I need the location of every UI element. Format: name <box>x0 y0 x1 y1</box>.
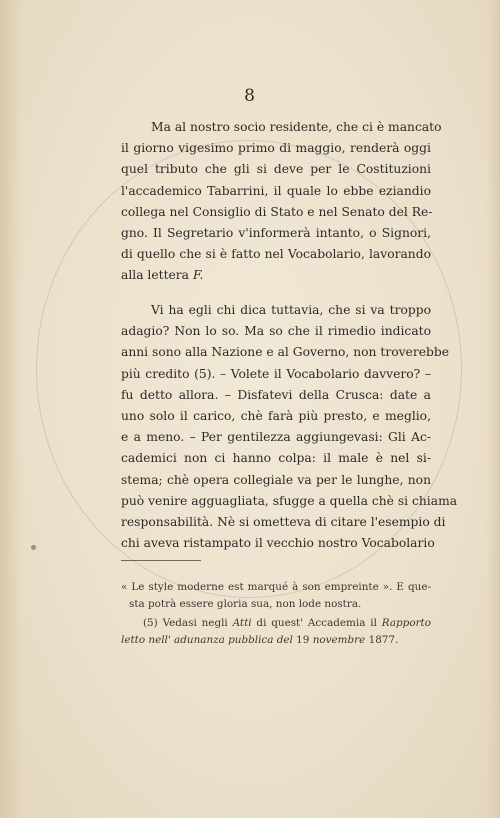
paragraph-line: Ma al nostro socio residente, che ci è mancato <box>151 120 442 134</box>
paragraph-line: Vi ha egli chi dica tuttavia, che si va troppo <box>151 303 431 317</box>
paragraph-last-line <box>121 265 431 286</box>
letter-f: F. <box>192 268 204 283</box>
paragraph-2 <box>121 300 458 554</box>
paragraph-line: cademici non ci hanno colpa: il male è nel si- <box>121 451 431 466</box>
paragraph-line: chi aveva ristampato il vecchio nostro Vocabolario <box>121 536 435 551</box>
footnote-text: 1877. <box>365 633 399 646</box>
paragraph-line: fu detto allora. – Disfatevi della Crusca: date a <box>121 387 431 402</box>
paragraph-line: gno. Il Segretario v'informerà intanto, o Signori, <box>121 226 431 241</box>
paper-speck <box>31 545 36 550</box>
footnote-separator <box>121 560 201 561</box>
paragraph-line: quel tributo che gli si deve per le Costituzioni <box>121 162 431 177</box>
paragraph-1 <box>121 117 442 287</box>
footnote-italic: Atti <box>232 617 252 629</box>
footnote-5 <box>121 615 431 648</box>
footnote-quote <box>121 579 431 612</box>
paragraph-line: responsabilità. Nè si ometteva di citare l'esempio di <box>121 515 446 530</box>
page-edge-right <box>486 0 500 818</box>
footnote-marker: (5) <box>143 617 158 629</box>
footnote-text: 19 <box>292 633 313 646</box>
footnote-5-line-1 <box>121 615 431 632</box>
paragraph-line: l'accademico Tabarrini, il quale lo ebbe eziandio <box>121 183 431 198</box>
paragraph-line: più credito (5). – Volete il Vocabolario davvero? – <box>121 366 431 381</box>
footnote-line: sta potrà essere gloria sua, non lode nostra. <box>129 597 362 610</box>
footnote-italic: letto nell' adunanza pubblica del <box>121 633 293 646</box>
paragraph-line: stema; chè opera collegiale va per le lunghe, non <box>121 472 431 487</box>
paragraph-line: anni sono alla Nazione e al Governo, non troverebbe <box>121 345 450 360</box>
footnote-text: Vedasi negli <box>162 617 233 629</box>
paragraph-line: può venire agguagliata, sfugge a quella chè si chiama <box>121 493 458 508</box>
paragraph-line: collega nel Consiglio di Stato e nel Senato del Re- <box>121 204 433 219</box>
last-line-text: alla lettera <box>121 268 193 283</box>
footnote-italic: novembre <box>312 633 366 646</box>
footnote-line: « Le style moderne est marqué à son empreinte ». E que- <box>121 581 431 593</box>
paragraph-line: il giorno vigesimo primo di maggio, renderà oggi <box>121 141 431 156</box>
page-edge-left <box>0 0 22 818</box>
paragraph-line: di quello che si è fatto nel Vocabolario, lavorando <box>121 247 431 262</box>
page-number: 8 <box>244 86 256 106</box>
paragraph-line: adagio? Non lo so. Ma so che il rimedio indicato <box>121 324 431 339</box>
paragraph-line: e a meno. – Per gentilezza aggiungevasi: Gli Ac- <box>121 430 431 445</box>
footnote-text: di quest' Accademia il <box>251 617 382 629</box>
footnote-5-line-2 <box>121 632 431 649</box>
paragraph-line: uno solo il carico, chè farà più presto, e meglio, <box>121 409 431 424</box>
footnote-italic: Rapporto <box>381 617 431 629</box>
